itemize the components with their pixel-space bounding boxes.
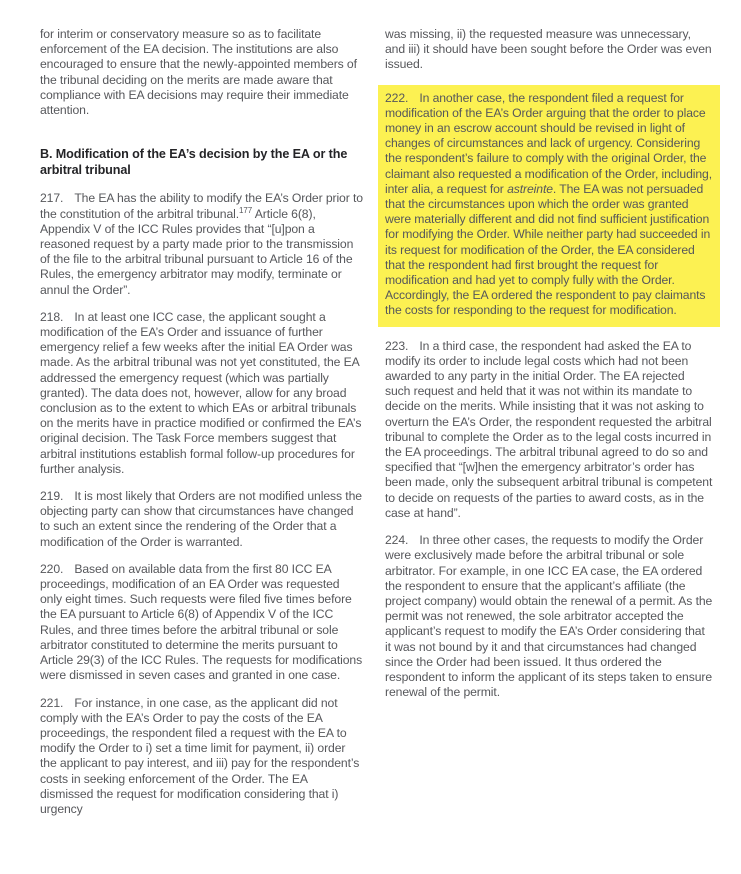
paragraph-222-highlighted xyxy=(378,85,720,327)
paragraph-222-text-after-italic: . The EA was not persuaded that the circumstances upon which the order was granted were materially different and did not find sufficient justification for modifying the Order. While neither party had succeeded in its request for modification of the Order, the EA considered that the respondent had first brought the request for modification and had yet to comply fully with the Order. Accordingly, the EA ordered the respondent to pay claimants the costs for responding to the request for modification. xyxy=(385,181,711,318)
paragraph-221-number: 221. xyxy=(40,695,64,710)
paragraph-223 xyxy=(385,339,713,521)
paragraph-217-number: 217. xyxy=(40,191,64,206)
paragraph-220 xyxy=(40,562,363,684)
paragraph-220-number: 220. xyxy=(40,561,64,576)
section-heading: B. Modification of the EA’s decision by the EA or the arbitral tribunal xyxy=(40,147,348,177)
left-column xyxy=(40,27,363,874)
right-column xyxy=(385,27,713,874)
paragraph-217 xyxy=(40,191,363,297)
paragraph-220-text: Based on available data from the first 80 ICC EA proceedings, modification of an EA Order was requested only eight times. Such requests were filed five times before the EA pursuant to Article 6(8) of Appendix V of the ICC Rules, and three times before the arbitral tribunal or sole arbitrator constituted to determine the merits pursuant to Article 29(3) of the ICC Rules. The requests for modifications were dismissed in seven cases and granted in one case. xyxy=(40,561,363,683)
paragraph-222-italic-term: astreinte xyxy=(507,181,553,196)
paragraph-222-text: In another case, the respondent filed a request for modification of the EA’s Order arguing that the order to place money in an escrow account should be revised in light of changes of circumstances and lack of urgency. Considering the respondent’s failure to comply with the original Order, the claimant also requested a modification of the Order, including, inter alia, a request for xyxy=(385,90,713,196)
paragraph-221 xyxy=(40,696,363,818)
paragraph-217-text: The EA has the ability to modify the EA’s Order prior to the constitution of the arbitral tribunal. xyxy=(40,191,363,221)
paragraph-219-number: 219. xyxy=(40,489,64,504)
paragraph-219-text: It is most likely that Orders are not modified unless the objecting party can show that circumstances have changed to such an extent since the rendering of the Order that a modification of the Order is warranted. xyxy=(40,489,362,549)
paragraph-222-number: 222. xyxy=(385,90,409,105)
paragraph-223-number: 223. xyxy=(385,338,409,353)
paragraph-218 xyxy=(40,310,363,477)
paragraph-continuation-top-left: for interim or conservatory measure so as to facilitate enforcement of the EA decision. The institutions are also encouraged to ensure that the newly-appointed members of the tribunal deciding on the merits are made aware that compliance with EA decisions may require their immediate attention. xyxy=(40,27,357,118)
paragraph-221-continuation: was missing, ii) the requested measure was unnecessary, and iii) it should have been sought before the Order was even issued. xyxy=(385,27,712,72)
paragraph-218-number: 218. xyxy=(40,309,64,324)
paragraph-221-text: For instance, in one case, as the applicant did not comply with the EA’s Order to pay the costs of the EA proceedings, the respondent filed a request with the EA to modify the Order to i) set a time limit for payment, ii) order the applicant to pay interest, and iii) pay for the respondent’s costs in seeking enforcement of the Order. The EA dismissed the request for modification considering that i) urgency xyxy=(40,695,360,816)
footnote-ref-177: 177 xyxy=(239,205,253,215)
paragraph-223-text: In a third case, the respondent had asked the EA to modify its order to include legal costs which had not been awarded to any party in the initial Order. The EA rejected such request and held that it was not within its mandate to decide on the merits. While insisting that it was not asking to overturn the EA’s Order, the respondent requested the arbitral tribunal to complete the Order as to the legal costs incurred in the EA proceedings. The arbitral tribunal agreed to do so and specified that “[w]hen the emergency arbitrator’s order has been made, only the subsequent arbitral tribunal is competent to decide on requests of the parties to award costs, as in the case at hand”. xyxy=(385,338,713,520)
paragraph-217-text-after-ref: Article 6(8), Appendix V of the ICC Rules provides that “[u]pon a reasoned request by a party made prior to the transmission of the file to the arbitral tribunal pursuant to Article 16 of the Rules, the emergency arbitrator may modify, terminate or annul the Order”. xyxy=(40,206,354,297)
paragraph-224 xyxy=(385,533,713,700)
paragraph-219 xyxy=(40,489,363,550)
paragraph-218-text: In at least one ICC case, the applicant sought a modification of the EA’s Order and issuance of further emergency relief a few weeks after the initial EA Order was made. As the arbitral tribunal was not yet constituted, the EA addressed the emergency request (which was partially granted). The data does not, however, allow for any broad conclusion as to the extent to which EAs or arbitral tribunals on the merits have in practice modified or confirmed the EA’s original decision. The Task Force members suggest that arbitral institutions establish formal follow-up procedures for further analysis. xyxy=(40,309,362,476)
paragraph-224-number: 224. xyxy=(385,533,409,548)
paragraph-224-text: In three other cases, the requests to modify the Order were exclusively made before the arbitral tribunal or sole arbitrator. For example, in one ICC EA case, the EA ordered the respondent to ensure that the applicant’s affiliate (the project company) would obtain the renewal of a permit. As the permit was not renewed, the sole arbitrator accepted the applicant’s request to modify the EA’s Order considering that it was not bound by it and that circumstances had changed since the Order had been issued. It thus ordered the respondent to inform the applicant of its steps taken to ensure renewal of the permit. xyxy=(385,533,713,700)
